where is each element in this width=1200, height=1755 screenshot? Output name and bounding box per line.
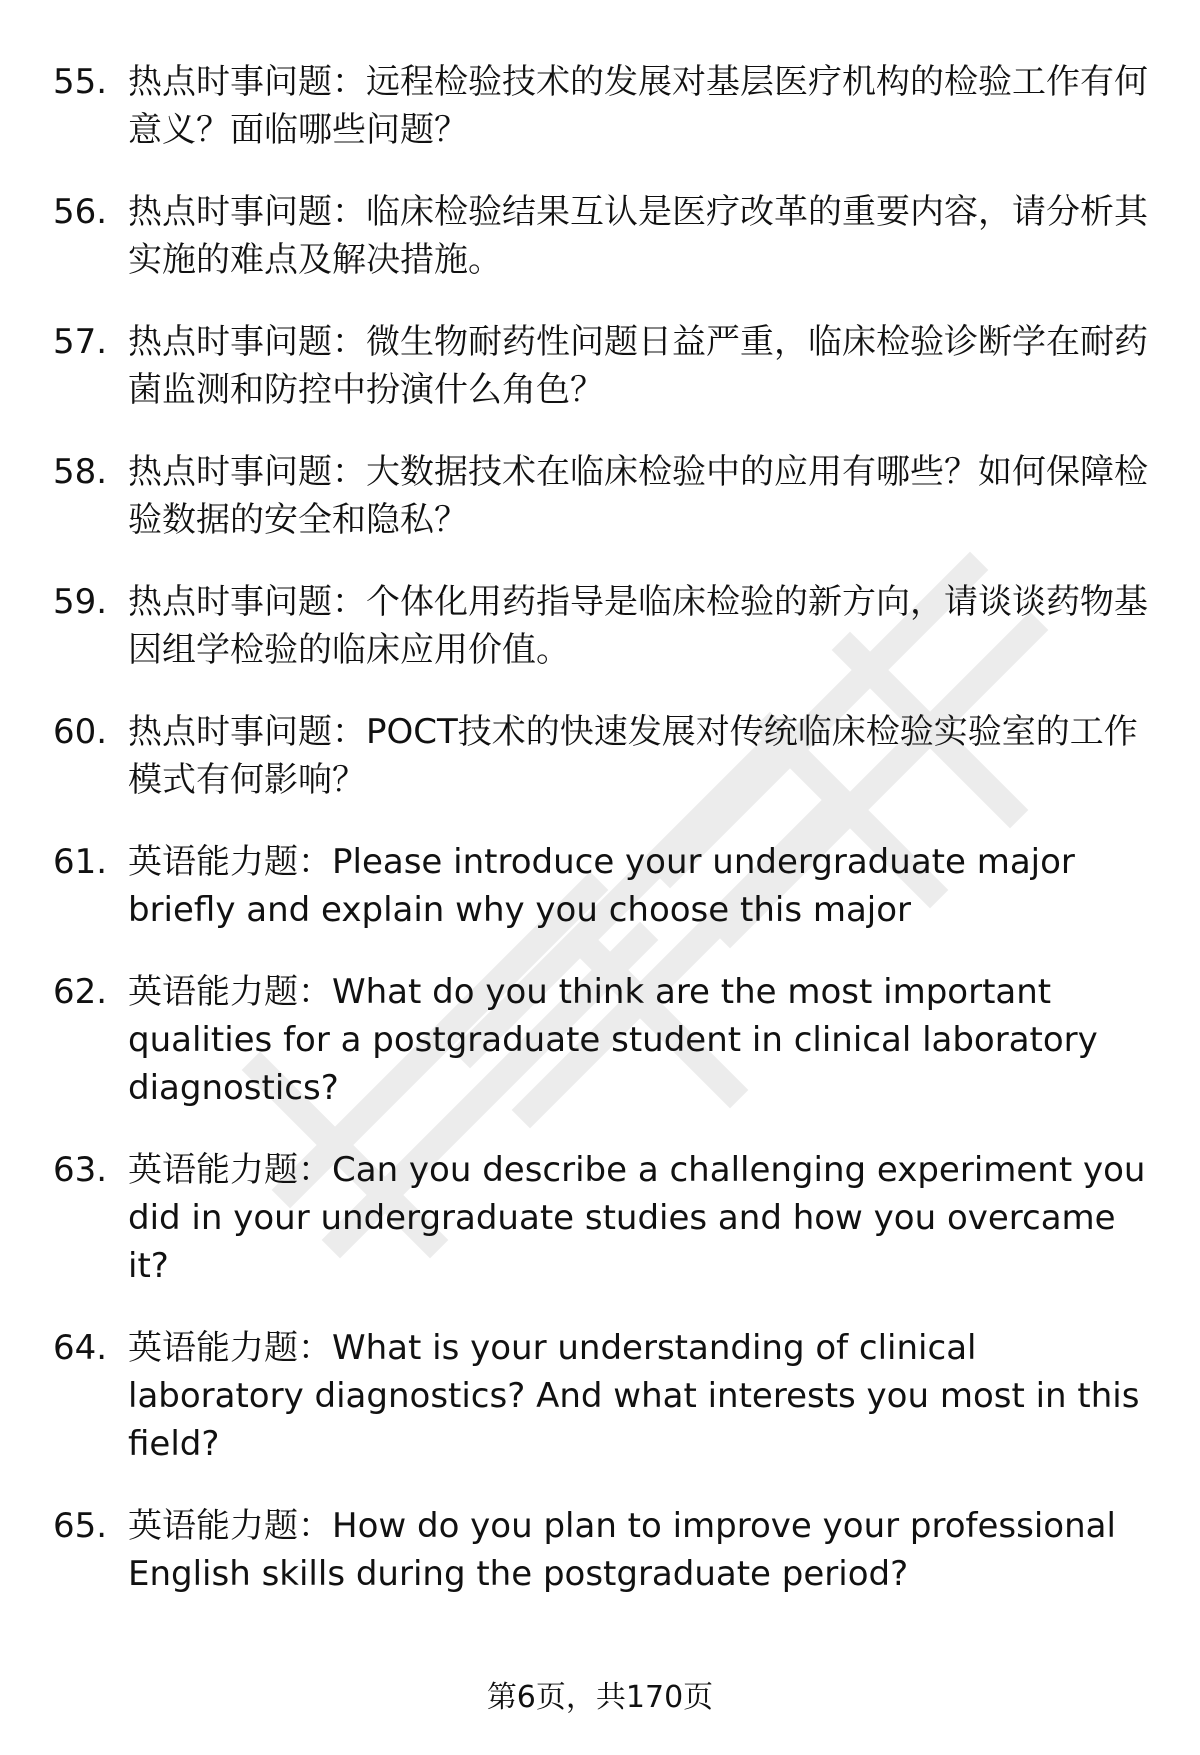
question-text: 热点时事问题：POCT技术的快速发展对传统临床检验实验室的工作模式有何影响？	[128, 712, 1138, 800]
question-number: 61.	[53, 842, 108, 882]
page-number-label: 第6页，共170页	[486, 1680, 714, 1715]
question-text: 热点时事问题：微生物耐药性问题日益严重，临床检验诊断学在耐药菌监测和防控中扮演什么角色？	[128, 322, 1148, 410]
page-footer	[0, 1678, 1200, 1718]
question-item	[0, 1146, 1200, 1290]
question-number: 59.	[53, 582, 108, 622]
question-text: 英语能力题：Please introduce your undergraduate major briefly and explain why you choose this major	[128, 842, 1075, 930]
question-item	[0, 838, 1200, 934]
question-text: 英语能力题：How do you plan to improve your professional English skills during the postgraduate period?	[128, 1506, 1116, 1594]
question-text: 热点时事问题：临床检验结果互认是医疗改革的重要内容，请分析其实施的难点及解决措施。	[128, 192, 1148, 280]
question-item	[0, 1324, 1200, 1468]
question-text: 热点时事问题：个体化用药指导是临床检验的新方向，请谈谈药物基因组学检验的临床应用价值。	[128, 582, 1148, 670]
question-number: 64.	[53, 1328, 108, 1368]
question-number: 56.	[53, 192, 108, 232]
question-item	[0, 968, 1200, 1112]
question-number: 57.	[53, 322, 108, 362]
question-text: 英语能力题：What is your understanding of clinical laboratory diagnostics? And what interests you most in this field?	[128, 1328, 1140, 1464]
question-number: 63.	[53, 1150, 108, 1190]
question-item	[0, 318, 1200, 414]
question-text: 热点时事问题：远程检验技术的发展对基层医疗机构的检验工作有何意义？面临哪些问题？	[128, 62, 1148, 150]
question-item	[0, 448, 1200, 544]
question-text: 英语能力题：Can you describe a challenging experiment you did in your undergraduate studies and how you overcame it?	[128, 1150, 1146, 1286]
question-text: 热点时事问题：大数据技术在临床检验中的应用有哪些？如何保障检验数据的安全和隐私？	[128, 452, 1148, 540]
question-list	[0, 58, 1200, 1632]
question-item	[0, 188, 1200, 284]
question-item	[0, 578, 1200, 674]
question-number: 60.	[53, 712, 108, 752]
question-item	[0, 1502, 1200, 1598]
question-text: 英语能力题：What do you think are the most important qualities for a postgraduate student in clinical laboratory diagnostics?	[128, 972, 1098, 1108]
question-number: 62.	[53, 972, 108, 1012]
question-number: 55.	[53, 62, 108, 102]
question-item	[0, 708, 1200, 804]
question-item	[0, 58, 1200, 154]
question-number: 65.	[53, 1506, 108, 1546]
question-number: 58.	[53, 452, 108, 492]
